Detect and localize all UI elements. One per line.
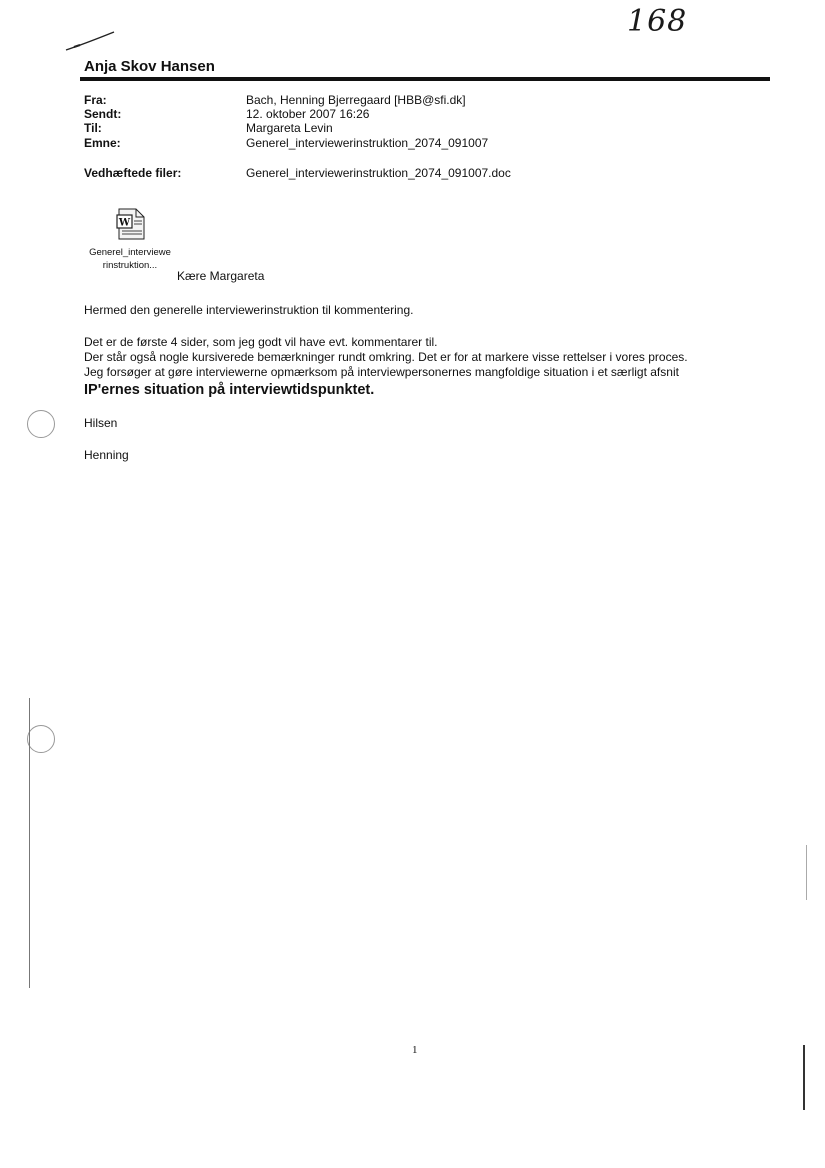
page-number: 1 — [412, 1044, 418, 1056]
body-line-3: Jeg forsøger at gøre interviewerne opmærksom på interviewpersonernes mangfoldige situation i et særligt afsnit — [84, 365, 679, 379]
sent-label: Sendt: — [84, 107, 122, 121]
svg-text:W: W — [118, 217, 131, 229]
body-line-2: Der står også nogle kursiverede bemærkninger rundt omkring. Det er for at markere visse rettelser i vores proces. — [84, 350, 688, 364]
attachments-label: Vedhæftede filer: — [84, 166, 182, 180]
right-edge-line — [803, 1045, 805, 1110]
attachment-caption-line1: Generel_interviewe — [89, 247, 171, 258]
punch-hole-bottom — [27, 725, 55, 753]
section-heading: IP'ernes situation på interviewtidspunktet. — [84, 382, 375, 398]
handwritten-page-number: 168 — [627, 4, 688, 39]
subject-value: Generel_interviewerinstruktion_2074_091007 — [246, 136, 489, 150]
signature: Henning — [84, 448, 129, 462]
punch-hole-top — [27, 410, 55, 438]
account-name: Anja Skov Hansen — [84, 58, 215, 75]
sent-value: 12. oktober 2007 16:26 — [246, 107, 370, 121]
greeting: Kære Margareta — [177, 269, 265, 283]
body-line-1: Det er de første 4 sider, som jeg godt vil have evt. kommentarer til. — [84, 335, 438, 349]
from-label: Fra: — [84, 93, 107, 107]
to-label: Til: — [84, 121, 102, 135]
left-edge-line — [29, 698, 30, 988]
word-document-icon[interactable] — [116, 208, 146, 240]
closing: Hilsen — [84, 416, 118, 430]
right-edge-mark — [806, 845, 807, 900]
attachment-caption[interactable] — [80, 246, 180, 272]
subject-label: Emne: — [84, 136, 121, 150]
attachment-caption-line2: rinstruktion... — [102, 260, 158, 271]
to-value: Margareta Levin — [246, 121, 333, 135]
attachments-value[interactable]: Generel_interviewerinstruktion_2074_091007.doc — [246, 166, 511, 180]
pen-stroke-mark — [64, 30, 120, 52]
intro-paragraph: Hermed den generelle interviewerinstruktion til kommentering. — [84, 303, 414, 317]
from-value: Bach, Henning Bjerregaard [HBB@sfi.dk] — [246, 93, 466, 107]
header-rule — [80, 77, 770, 81]
